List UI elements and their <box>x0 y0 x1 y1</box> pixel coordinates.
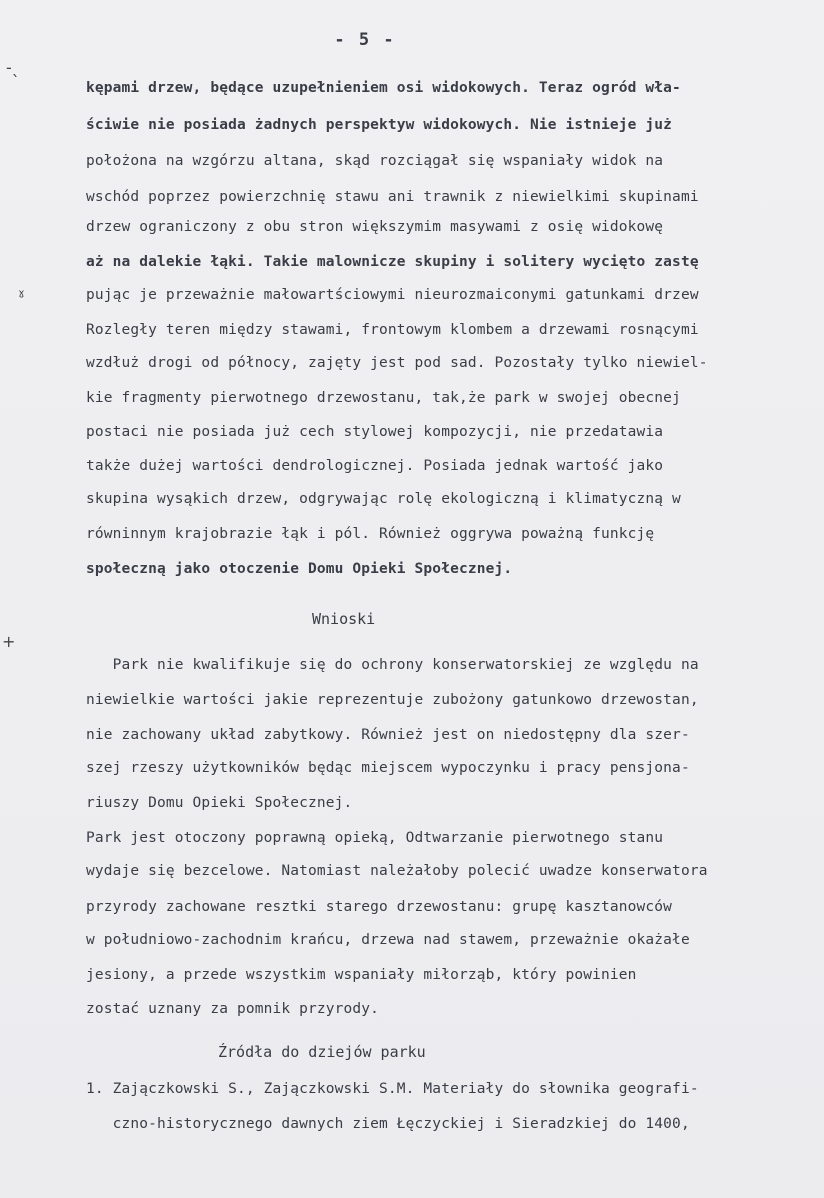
text-line: aż na dalekie łąki. Takie malownicze skupiny i solitery wycięto zastę <box>86 254 699 270</box>
text-line: zostać uznany za pomnik przyrody. <box>86 1001 380 1017</box>
text-line: riuszy Domu Opieki Społecznej. <box>86 795 353 811</box>
text-line: Park nie kwalifikuje się do ochrony konserwatorskiej ze względu na <box>86 657 699 673</box>
text-line: jesiony, a przede wszystkim wspaniały miłorząb, który powinien <box>86 967 637 983</box>
source-item: 1. Zajączkowski S., Zajączkowski S.M. Materiały do słownika geografi- <box>86 1081 699 1097</box>
text-line: ściwie nie posiada żadnych perspektyw widokowych. Nie istnieje już <box>86 117 673 133</box>
text-line: nie zachowany układ zabytkowy. Również jest on niedostępny dla szer- <box>86 727 690 743</box>
text-line: Park jest otoczony poprawną opieką, Odtwarzanie pierwotnego stanu <box>86 830 664 846</box>
margin-mark-bottom: + <box>2 632 16 651</box>
text-line: położona na wzgórzu altana, skąd rozciągał się wspaniały widok na <box>86 153 664 169</box>
text-line: niewielkie wartości jakie reprezentuje zubożony gatunkowo drzewostan, <box>86 692 699 708</box>
section-heading-sources: Źródła do dziejów parku <box>218 1043 426 1061</box>
text-line: wydaje się bezcelowe. Natomiast należałoby polecić uwadze konserwatora <box>86 863 708 879</box>
text-line: wschód poprzez powierzchnię stawu ani trawnik z niewielkimi skupinami <box>86 189 699 205</box>
text-line: równinnym krajobrazie łąk i pól. Również oggrywa poważną funkcję <box>86 526 655 542</box>
source-item-continuation: czno-historycznego dawnych ziem Łęczyckiej i Sieradzkiej do 1400, <box>86 1116 690 1132</box>
text-line: drzew ograniczony z obu stron większymim masywami z osię widokowę <box>86 219 664 235</box>
text-line: przyrody zachowane resztki starego drzewostanu: grupę kasztanowców <box>86 899 673 915</box>
page-number: - 5 - <box>334 30 396 50</box>
text-line: szej rzeszy użytkowników będąc miejscem wypoczynku i pracy pensjona- <box>86 760 690 776</box>
text-line: także dużej wartości dendrologicznej. Posiada jednak wartość jako <box>86 458 664 474</box>
text-line: kępami drzew, będące uzupełnieniem osi widokowych. Teraz ogród wła- <box>86 80 681 96</box>
text-line: w południowo-zachodnim krańcu, drzewa nad stawem, przeważnie okażałe <box>86 932 690 948</box>
text-line: kie fragmenty pierwotnego drzewostanu, tak,że park w swojej obecnej <box>86 390 681 406</box>
text-line: społeczną jako otoczenie Domu Opieki Społecznej. <box>86 561 513 577</box>
margin-mark-middle: ˠ <box>18 286 25 305</box>
text-line: pując je przeważnie małowartściowymi nieurozmaiconymi gatunkami drzew <box>86 287 699 303</box>
text-line: postaci nie posiada już cech stylowej kompozycji, nie przedatawia <box>86 424 664 440</box>
text-line: wzdłuż drogi od północy, zajęty jest pod sad. Pozostały tylko niewiel- <box>86 355 708 371</box>
margin-mark-top: -ˎ <box>6 58 20 77</box>
text-line: Rozległy teren między stawami, frontowym klombem a drzewami rosnącymi <box>86 322 699 338</box>
section-heading-conclusions: Wnioski <box>312 610 376 628</box>
text-line: skupina wysąkich drzew, odgrywając rolę ekologiczną i klimatyczną w <box>86 491 681 507</box>
